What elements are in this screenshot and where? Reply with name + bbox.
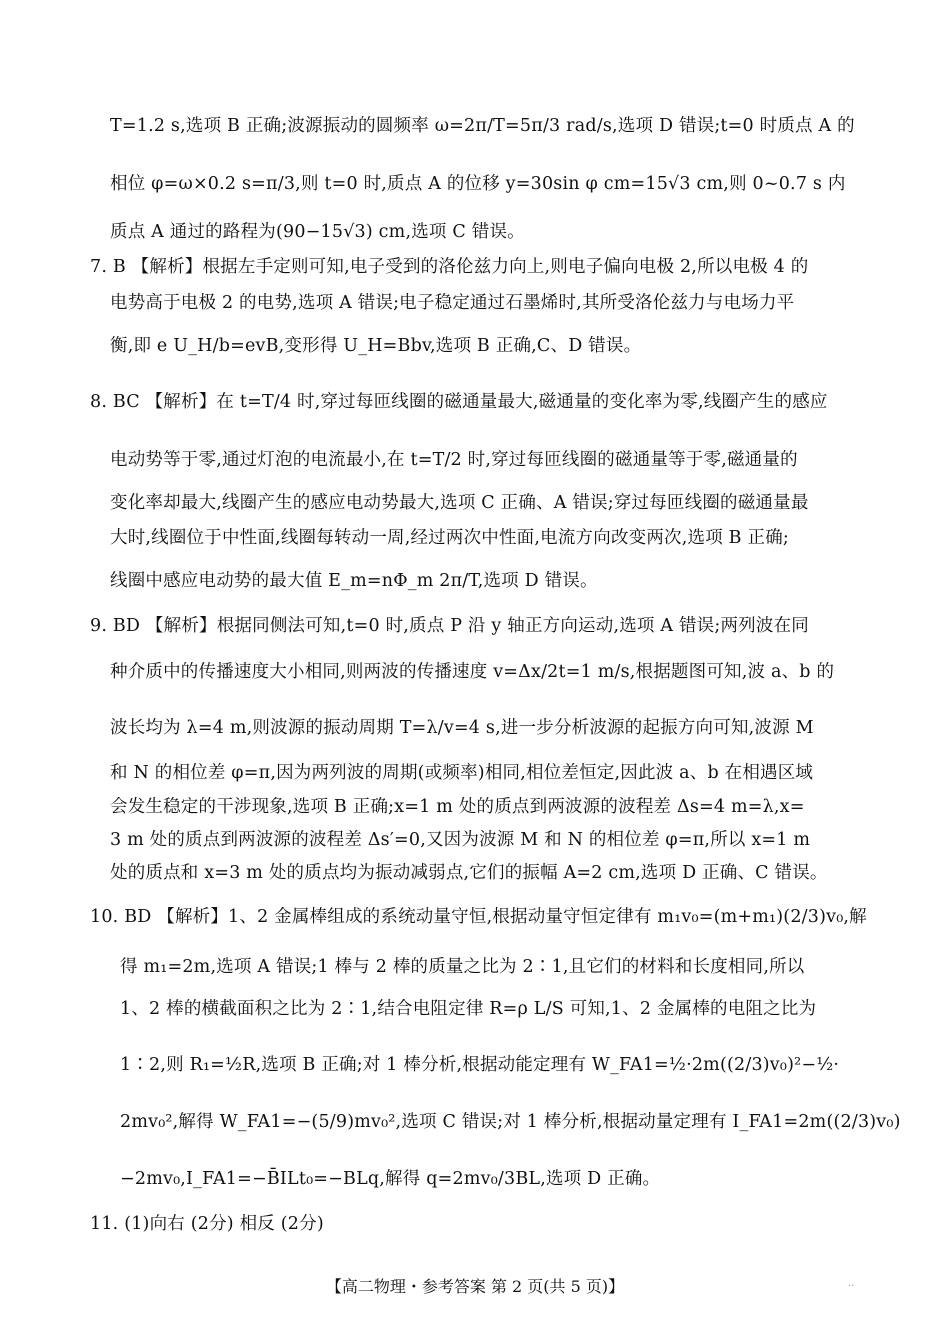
- text-line: 8. BC 【解析】在 t=T/4 时,穿过每匝线圈的磁通量最大,磁通量的变化率为零,线圈产生的感应: [90, 392, 828, 412]
- text-line: 种介质中的传播速度大小相同,则两波的传播速度 v=Δx/2t=1 m/s,根据题图可知,波 a、b 的: [110, 662, 835, 682]
- text-line: 线圈中感应电动势的最大值 E_m=nΦ_m 2π/T,选项 D 错误。: [110, 571, 598, 591]
- text-line: 3 m 处的质点到两波源的波程差 Δs′=0,又因为波源 M 和 N 的相位差 φ=π,所以 x=1 m: [110, 830, 811, 850]
- text-line: 衡,即 e U_H/b=evB,变形得 U_H=Bbv,选项 B 正确,C、D 错误。: [110, 336, 642, 356]
- text-line: 1∶2,则 R₁=½R,选项 B 正确;对 1 棒分析,根据动能定理有 W_FA1=½·2m((2/3)v₀)²−½·: [120, 1055, 840, 1075]
- text-line: 1、2 棒的横截面积之比为 2∶1,结合电阻定律 R=ρ L/S 可知,1、2 金属棒的电阻之比为: [120, 999, 817, 1019]
- text-line: 得 m₁=2m,选项 A 错误;1 棒与 2 棒的质量之比为 2∶1,且它们的材料和长度相同,所以: [120, 957, 805, 977]
- text-line: 质点 A 通过的路程为(90−15√3) cm,选项 C 错误。: [110, 222, 525, 242]
- corner-mark: ..: [848, 1278, 855, 1289]
- text-line: 处的质点和 x=3 m 处的质点均为振动减弱点,它们的振幅 A=2 cm,选项 D 正确、C 错误。: [110, 863, 828, 883]
- text-line: 11. (1)向右 (2分) 相反 (2分): [90, 1214, 324, 1234]
- text-line: 电动势等于零,通过灯泡的电流最小,在 t=T/2 时,穿过每匝线圈的磁通量等于零,磁通量的: [110, 450, 798, 470]
- text-line: 大时,线圈位于中性面,线圈每转动一周,经过两次中性面,电流方向改变两次,选项 B 正确;: [110, 528, 789, 548]
- text-line: 7. B 【解析】根据左手定则可知,电子受到的洛伦兹力向上,则电子偏向电极 2,所以电极 4 的: [90, 257, 809, 277]
- text-line: 变化率却最大,线圈产生的感应电动势最大,选项 C 正确、A 错误;穿过每匝线圈的磁通量最: [110, 493, 809, 513]
- page-footer: 【高二物理・参考答案 第 2 页(共 5 页)】: [325, 1277, 625, 1296]
- text-line: 和 N 的相位差 φ=π,因为两列波的周期(或频率)相同,相位差恒定,因此波 a、b 在相遇区域: [110, 763, 814, 783]
- text-line: 2mv₀²,解得 W_FA1=−(5/9)mv₀²,选项 C 错误;对 1 棒分析,根据动量定理有 I_FA1=2m((2/3)v₀): [120, 1112, 901, 1132]
- text-line: 波长均为 λ=4 m,则波源的振动周期 T=λ/v=4 s,进一步分析波源的起振方向可知,波源 M: [110, 718, 814, 738]
- text-line: T=1.2 s,选项 B 正确;波源振动的圆频率 ω=2π/T=5π/3 rad/s,选项 D 错误;t=0 时质点 A 的: [110, 116, 855, 136]
- text-line: 相位 φ=ω×0.2 s=π/3,则 t=0 时,质点 A 的位移 y=30sin φ cm=15√3 cm,则 0~0.7 s 内: [110, 174, 846, 194]
- text-line: 10. BD 【解析】1、2 金属棒组成的系统动量守恒,根据动量守恒定律有 m₁v₀=(m+m₁)(2/3)v₀,解: [90, 907, 867, 927]
- text-line: 会发生稳定的干涉现象,选项 B 正确;x=1 m 处的质点到两波源的波程差 Δs=4 m=λ,x=: [110, 797, 805, 817]
- text-line: −2mv₀,I_FA1=−B̄ILt₀=−BLq,解得 q=2mv₀/3BL,选项 D 正确。: [120, 1169, 661, 1189]
- text-line: 9. BD 【解析】根据同侧法可知,t=0 时,质点 P 沿 y 轴正方向运动,选项 A 错误;两列波在同: [90, 616, 809, 636]
- text-line: 电势高于电极 2 的电势,选项 A 错误;电子稳定通过石墨烯时,其所受洛伦兹力与电场力平: [110, 293, 795, 313]
